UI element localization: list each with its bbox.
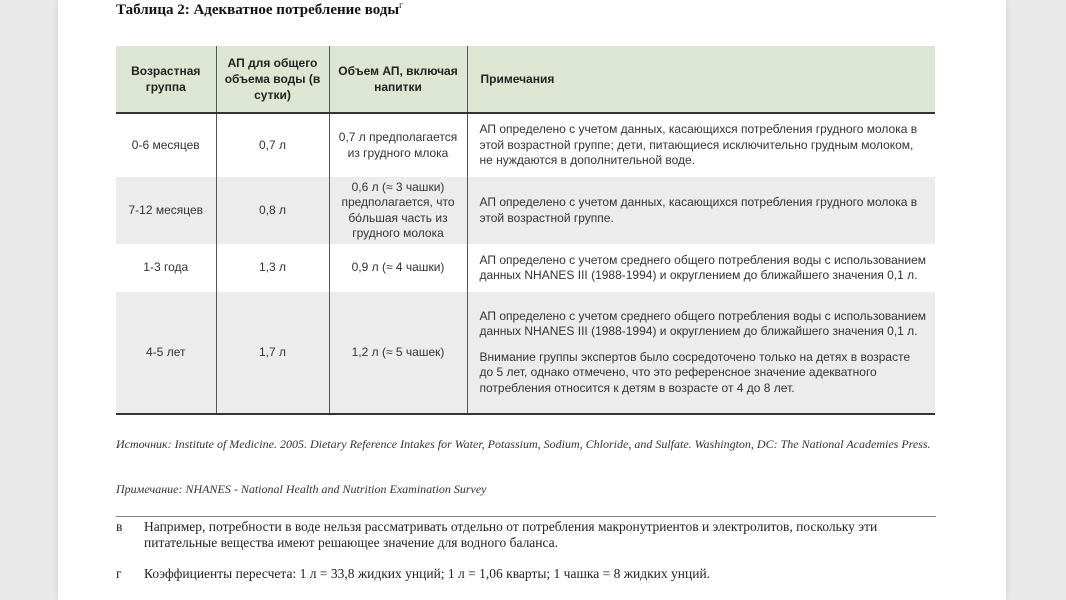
table-header-row [116,46,935,113]
note-paragraph: АП определено с учетом среднего общего потребления воды с использованием данных NHANES III (1988-1994) и округлением до ближайшего значения 0,1 л. [479,252,927,282]
header-age-group: Возрастная группа [116,46,216,113]
cell-ai-total: 0,8 л [216,177,329,244]
footnote-divider [116,516,936,517]
note-paragraph: АП определено с учетом среднего общего потребления воды с использованием данных NHANES III (1988-1994) и округлением до ближайшего значения 0,1 л. [479,308,927,339]
cell-age: 1-3 года [143,260,189,275]
cell-ai-total: 1,7 л [216,292,329,414]
header-notes: Примечания [467,46,935,113]
note-paragraph: АП определено с учетом данных, касающихся потребления грудного молока в этой возрастной группе; дети, питающиеся исключительно грудным молоком, не нуждаются в дополнительной воде. [479,122,918,168]
abbreviation-note: Примечание: NHANES - National Health and Nutrition Examination Survey [116,482,487,496]
cell-age: 7-12 месяцев [116,177,216,244]
table-title-footnote-mark: г [399,0,403,10]
cell-ai-beverages: 0,6 л (≈ 3 чашки) предполагается, что бо́льшая часть из грудного молока [329,177,467,244]
cell-ai-total: 1,3 л [216,244,329,292]
footnote-mark: в [116,519,123,534]
cell-age: 0-6 месяцев [131,137,200,152]
footnote [116,566,916,582]
cell-ai-beverages: 0,9 л (≈ 4 чашки) [329,244,467,292]
cell-notes [467,292,935,414]
source-citation: Источник: Institute of Medicine. 2005. Dietary Reference Intakes for Water, Potassium, Sodium, Chloride, and Sulfate. Washington, DC: The National Academies Press. [116,437,931,451]
cell-ai-total: 0,7 л [216,113,329,177]
cell-notes [467,244,935,292]
header-ai-total-water: АП для общего объема воды (в сутки) [216,46,329,113]
cell-ai-beverages: 1,2 л (≈ 5 чашек) [329,292,467,414]
note-paragraph: АП определено с учетом данных, касающихся потребления грудного молока в этой возрастной группе. [479,195,918,225]
header-ai-beverages: Объем АП, включая напитки [329,46,467,113]
table-row [116,177,935,244]
footnote [116,519,916,551]
table-row [116,244,935,292]
cell-age: 4-5 лет [116,292,216,414]
cell-notes [467,113,935,177]
water-intake-table [116,46,935,415]
footnote-text: Например, потребности в воде нельзя рассматривать отдельно от потребления макронутриентов и электролитов, поскольку эти питательные вещества имеют решающее значение для водного баланса. [144,519,878,550]
table-row [116,292,935,414]
note-paragraph: Внимание группы экспертов было сосредоточено только на детях в возрасте до 5 лет, однако отмечено, что это референсное значение адекватного потребления относится к детям в возрасте от 4 до 8 лет. [479,349,911,395]
table-title-text: Таблица 2: Адекватное потребление воды [116,2,400,18]
footnote-mark: г [116,566,122,581]
table-title [116,0,403,19]
footnote-text: Коэффициенты пересчета: 1 л = 33,8 жидких унций; 1 л = 1,06 кварты; 1 чашка = 8 жидких унций. [144,566,711,581]
cell-ai-beverages: 0,7 л предполагается из грудного млока [329,113,467,177]
cell-notes [467,177,935,244]
table-row [116,113,935,177]
